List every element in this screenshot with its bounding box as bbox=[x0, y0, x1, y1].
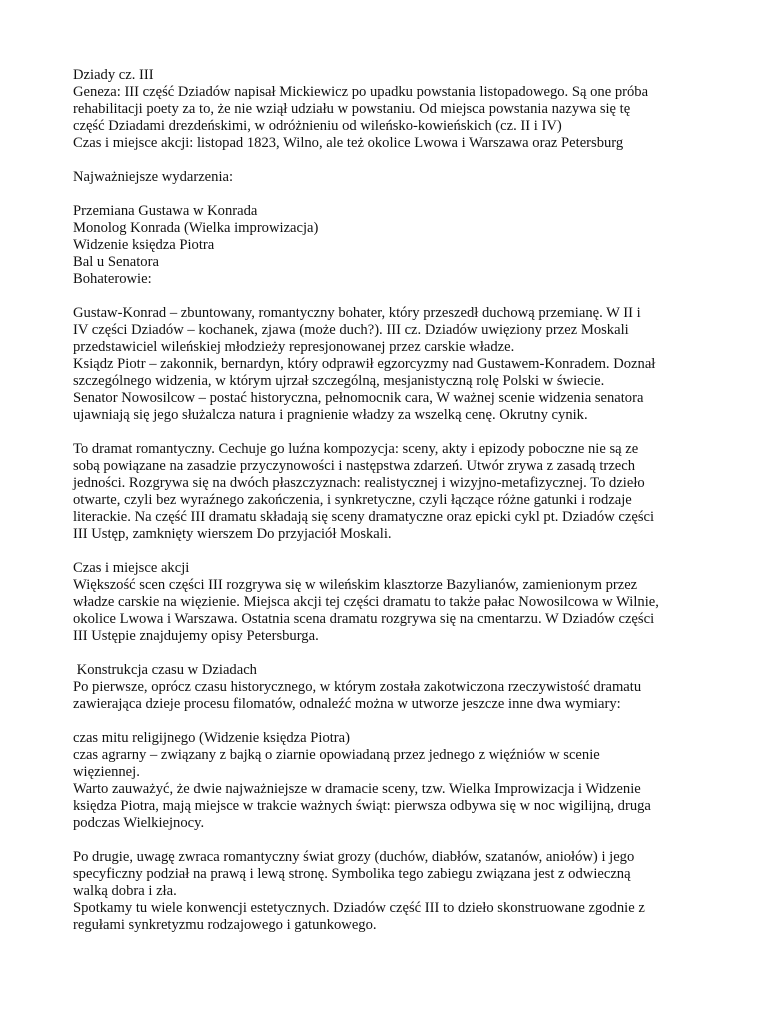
document-title: Dziady cz. III bbox=[73, 67, 154, 83]
text-line: IV części Dziadów – kochanek, zjawa (może duch?). III cz. Dziadów uwięziony przez Moskali bbox=[73, 322, 629, 338]
paragraph bbox=[73, 730, 703, 832]
text-line: ujawniają się jego służalcza natura i pragnienie władzy za wszelką cenę. Okrutny cynik. bbox=[73, 407, 588, 423]
text-line: część Dziadami drezdeńskimi, w odróżnieniu od wileńsko-kowieńskich (cz. II i IV) bbox=[73, 118, 562, 134]
paragraph-gap bbox=[73, 288, 703, 305]
text-line: Po pierwsze, oprócz czasu historycznego, w którym została zakotwiczona rzeczywistość dramatu bbox=[73, 679, 642, 695]
text-line: księdza Piotra, mają miejsce w trakcie ważnych świąt: pierwsza odbywa się w noc wigilijną, druga bbox=[73, 798, 651, 814]
text-line: Bal u Senatora bbox=[73, 254, 159, 270]
paragraph-gap bbox=[73, 424, 703, 441]
paragraph bbox=[73, 305, 703, 424]
text-line: przedstawiciel wileńskiej młodzieży represjonowanej przez carskie władze. bbox=[73, 339, 515, 355]
text-line: podczas Wielkiejnocy. bbox=[73, 815, 205, 831]
text-line: regułami synkretyzmu rodzajowego i gatunkowego. bbox=[73, 917, 377, 933]
text-line: Ksiądz Piotr – zakonnik, bernardyn, który odprawił egzorcyzmy nad Gustawem-Konradem. Doznał bbox=[73, 356, 656, 372]
text-line: Spotkamy tu wiele konwencji estetycznych. Dziadów część III to dzieło skonstruowane zgodnie z bbox=[73, 900, 645, 916]
text-line: Monolog Konrada (Wielka improwizacja) bbox=[73, 220, 319, 236]
text-line: czas mitu religijnego (Widzenie księdza Piotra) bbox=[73, 730, 350, 746]
text-line: więziennej. bbox=[73, 764, 140, 780]
text-line: Czas i miejsce akcji: listopad 1823, Wilno, ale też okolice Lwowa i Warszawa oraz Petersburg bbox=[73, 135, 624, 151]
text-line: specyficzny podział na prawą i lewą stronę. Symbolika tego zabiegu związana jest z odwieczną bbox=[73, 866, 631, 882]
text-line: Bohaterowie: bbox=[73, 271, 152, 287]
paragraph bbox=[73, 560, 703, 645]
text-line: Widzenie księdza Piotra bbox=[73, 237, 215, 253]
paragraph bbox=[73, 67, 703, 152]
text-line: szczególnego widzenia, w którym ujrzał szczególną, mesjanistyczną rolę Polski w świecie. bbox=[73, 373, 605, 389]
text-line: To dramat romantyczny. Cechuje go luźna kompozycja: sceny, akty i epizody poboczne nie są ze bbox=[73, 441, 639, 457]
text-line: sobą powiązane na zasadzie przyczynowości i następstwa zdarzeń. Utwór zrywa z zasadą trzech bbox=[73, 458, 635, 474]
text-line: literackie. Na część III dramatu składają się sceny dramatyczne oraz epicki cykl pt. Dziadów części bbox=[73, 509, 655, 525]
paragraph-gap bbox=[73, 832, 703, 849]
text-line: Geneza: III część Dziadów napisał Mickiewicz po upadku powstania listopadowego. Są one próba bbox=[73, 84, 649, 100]
document-body bbox=[73, 67, 703, 934]
text-line: czas agrarny – związany z bajką o ziarnie opowiadaną przez jednego z więźniów w scenie bbox=[73, 747, 600, 763]
document-page bbox=[73, 67, 703, 934]
text-line: otwarte, czyli bez wyraźnego zakończenia, i synkretyczne, czyli łączące różne gatunki i rodzaje bbox=[73, 492, 632, 508]
text-line: jedności. Rozgrywa się na dwóch płaszczyznach: realistycznej i wizyjno-metafizycznej. To dzieło bbox=[73, 475, 645, 491]
text-line: Przemiana Gustawa w Konrada bbox=[73, 203, 258, 219]
text-line: władze carskie na więzienie. Miejsca akcji tej części dramatu to także pałac Nowosilcowa w Wilnie, bbox=[73, 594, 659, 610]
text-line: okolice Lwowa i Warszawa. Ostatnia scena dramatu rozgrywa się na cmentarzu. W Dziadów części bbox=[73, 611, 655, 627]
text-line: Konstrukcja czasu w Dziadach bbox=[73, 662, 257, 678]
text-line: Warto zauważyć, że dwie najważniejsze w dramacie sceny, tzw. Wielka Improwizacja i Widzenie bbox=[73, 781, 641, 797]
text-line: III Ustęp, zamknięty wierszem Do przyjaciół Moskali. bbox=[73, 526, 392, 542]
paragraph bbox=[73, 662, 703, 713]
text-line: Po drugie, uwagę zwraca romantyczny świat grozy (duchów, diabłów, szatanów, aniołów) i jego bbox=[73, 849, 635, 865]
paragraph-gap bbox=[73, 152, 703, 169]
text-line: Najważniejsze wydarzenia: bbox=[73, 169, 234, 185]
paragraph bbox=[73, 169, 703, 186]
paragraph bbox=[73, 849, 703, 934]
text-line: walką dobra i zła. bbox=[73, 883, 177, 899]
text-line: Czas i miejsce akcji bbox=[73, 560, 190, 576]
paragraph-gap bbox=[73, 713, 703, 730]
text-line: Gustaw-Konrad – zbuntowany, romantyczny bohater, który przeszedł duchową przemianę. W II i bbox=[73, 305, 641, 321]
paragraph bbox=[73, 203, 703, 288]
text-line: Większość scen części III rozgrywa się w wileńskim klasztorze Bazylianów, zamienionym przez bbox=[73, 577, 638, 593]
text-line: III Ustępie znajdujemy opisy Petersburga. bbox=[73, 628, 319, 644]
paragraph-gap bbox=[73, 543, 703, 560]
text-line: rehabilitacji poety za to, że nie wziął udziału w powstaniu. Od miejsca powstania nazywa się tę bbox=[73, 101, 631, 117]
paragraph-gap bbox=[73, 645, 703, 662]
paragraph-gap bbox=[73, 186, 703, 203]
text-line: Senator Nowosilcow – postać historyczna, pełnomocnik cara, W ważnej scenie widzenia senatora bbox=[73, 390, 644, 406]
text-line: zawierająca dzieje procesu filomatów, odnaleźć można w utworze jeszcze inne dwa wymiary: bbox=[73, 696, 621, 712]
paragraph bbox=[73, 441, 703, 543]
